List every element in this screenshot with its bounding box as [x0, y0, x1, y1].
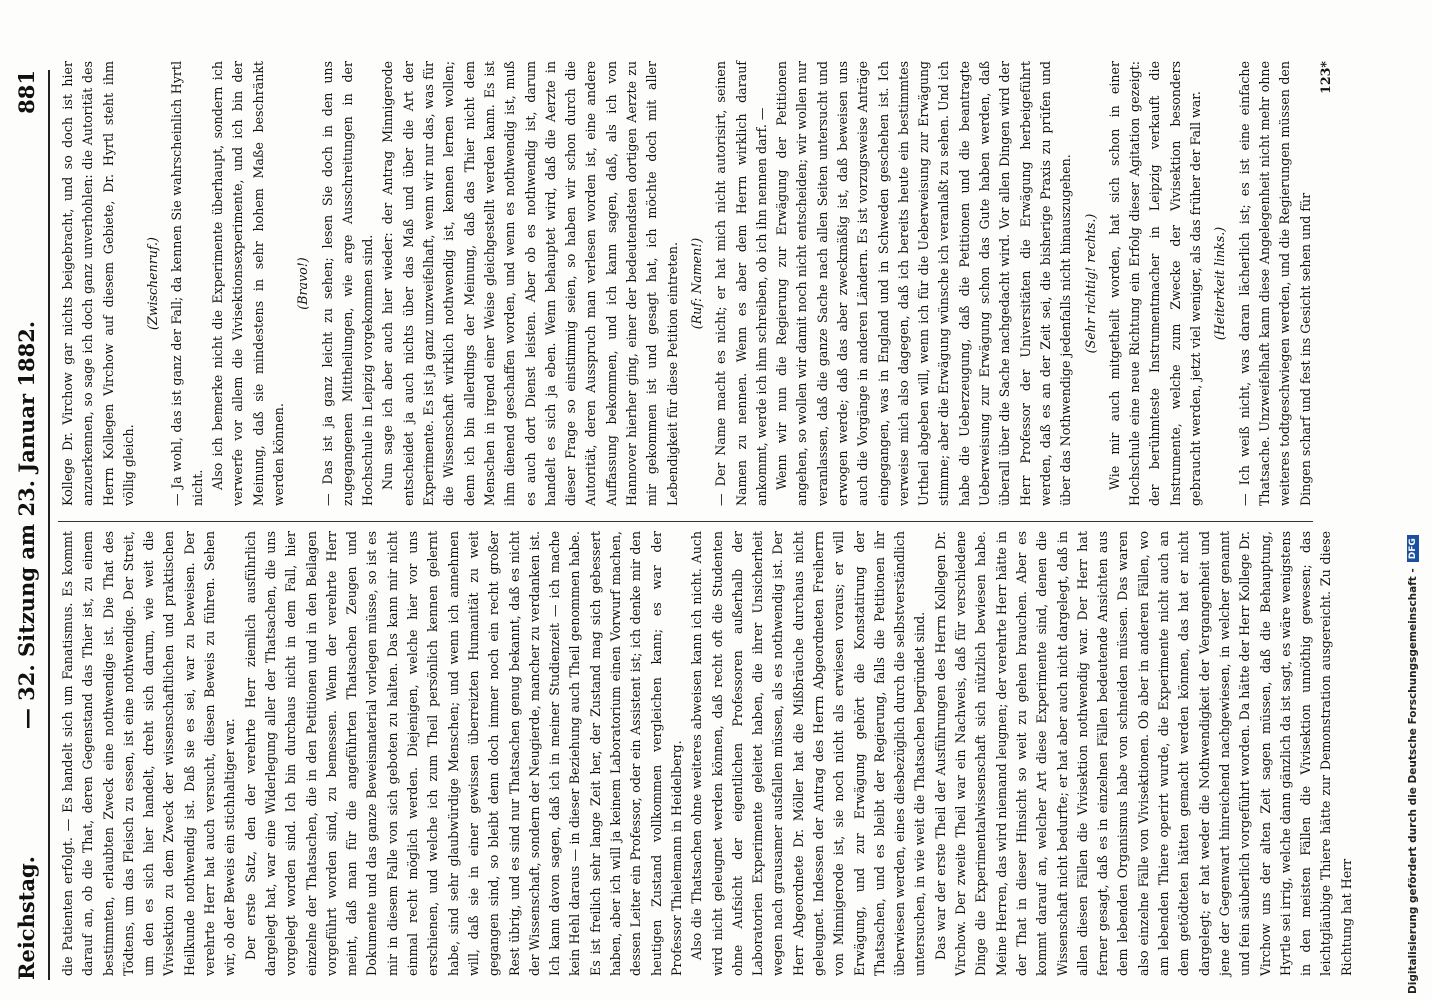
credit-text: Digitalisierung gefördert durch die Deutsche Forschungsgemeinschaft -	[1407, 568, 1419, 994]
scanned-page	[0, 40, 1390, 1000]
right-paragraph: — Das ist ja ganz leicht zu sehen; lesen Sie doch in den uns zugegangenen Mittheilungen, wie arge Ausschreitungen in der Hochschule in Leipzig vorgekommen sind.	[319, 61, 376, 506]
page-header	[14, 70, 44, 980]
left-paragraph: Also die Thatsachen ohne weiteres abweisen kann ich nicht. Auch wird nicht geleugnet werden können, daß recht oft die Studenten ohne Aufsicht der eigentlichen Professoren außerhalb der Laboratorien Experimente geleitet haben, die ihrer Unsicherheit wegen nach grausamer ausfallen müssen, als es nothwendig ist. Der Herr Abgeordnete Dr. Möller hat die Mißbräuche durchaus nicht geleugnet. Indessen der Antrag des Herrn Abgeordneten Freiherrn von Minnigerode ist, sie noch nicht als erwiesen voraus; er will Erwägung, und zur Erwägung gehört die Konstatirung der Thatsachen, und es bleibt der Regierung, falls die Petitionen ihr überwiesen werden, eines diesbezüglich durch die selbstverständlich untersuchen, in wie weit die Thatsachen begründet sind.	[689, 531, 928, 976]
header-page-number: 881	[14, 70, 39, 114]
interjection: (Zwischenruf.)	[145, 237, 161, 330]
interjection: (Bravo!)	[295, 257, 311, 310]
dfg-logo: DFG	[1407, 535, 1419, 562]
digitization-sidebar	[1406, 0, 1430, 1000]
header-session: — 32. Sitzung am 23. Januar 1882.	[14, 320, 39, 730]
right-paragraph: Wenn wir nun die Regierung zur Erwägung der Petitionen angehen, so wollen wir damit noch nicht entscheiden; wir wollen nur veranlassen, daß die ganze Sache nach allen Seiten untersucht und erwogen werde; daß das aber zweckmäßig ist, daß beweisen uns auch die Vorgänge in anderen Ländern. Es ist vorzugsweise Anträge eingegangen, was in England und in Schweden geschehen ist. Ich verweise mich also dagegen, daß ich bereits heute ein bestimmtes Urtheil abgeben will, wenn ich für die Ueberweisung zur Erwägung stimme; aber die Erwägung wünsche ich veranlaßt zu sehen. Und ich habe die Ueberzeugung, daß die Petitionen und die beantragte Ueberweisung zur Erwägung schon das Gute haben werden, daß überall über die Sache nachgedacht wird. Vor allen Dingen wird der Herr Professor der Universitäten die Erwägung herbeigeführt werden, daß es an der Zeit sei, die bisherige Praxis zu prüfen und über das Nothwendige jedenfalls nicht hinauszugehen.	[774, 61, 1074, 506]
page-mark: 123*	[1317, 61, 1333, 94]
column-divider	[58, 521, 1313, 522]
right-paragraph: Also ich bemerke nicht die Experimente überhaupt, sondern ich verwerfe vor allem die Vivisektionsexperimente, und ich bin der Meinung, daß sie mindestens in sehr hohem Maße beschränkt werden können.	[210, 61, 286, 506]
right-paragraph: Wie mir auch mitgetheilt worden, hat sich schon in einer Hochschule eine neue Richtung ein Erfolg dieser Agitation gezeigt: der berühmteste Instrumentmacher in Leipzig verkauft die Instrumente, welche zum Zwecke der Vivisektion besonders gebraucht werden, jetzt viel weniger, als das früher der Fall war.	[1106, 61, 1204, 506]
right-paragraph: — Ich weiß nicht, was daran lächerlich ist; es ist eine einfache Thatsache. Unzweifelhaft kann diese Angelegenheit nicht mehr ohne weiteres todtgeschwiegen werden, und die Regierungen müssen den Dingen scharf und fest ins Gesicht sehen und für	[1236, 61, 1313, 506]
left-paragraph: Der erste Satz, den der verehrte Herr ziemlich ausführlich dargelegt hat, war eine Widerlegung aller der Thatsachen, die uns vorgelegt worden sind. Ich bin durchaus nicht in dem Fall, hier einzelne der Thatsachen, die in den Petitionen und in den Beilagen vorgeführt worden sind, zu bemessen. Wenn der verehrte Herr meint, daß man für die angeführten Thatsachen Zeugen und Dokumente und das ganze Beweismaterial vorlegen müsse, so ist es mir in diesem Falle von sich geboten zu halten. Das kann mir nicht einmal recht möglich werden. Diejenigen, welche hier vor uns erschienen, und welche ich zum Theil persönlich kennen gelernt habe, sind sehr glaubwürdige Menschen; und wenn ich annehmen will, daß sie in einer gewissen überreizten Humanität zu weit gegangen sind, so bleibt denn doch immer noch ein recht großer Rest übrig, und es sind nur Thatsachen genug bekannt, daß es nicht der Wissenschaft, sondern der Neugierde, mancher zu verdanken ist. Ich kann davon sagen, daß ich in meiner Studienzeit — ich mache kein Hehl daraus — in dieser Beziehung auch Theil genommen habe. Es ist freilich sehr lange Zeit her, der Zustand mag sich gebessert haben, aber ich will ja keinem Laboratorium einen Vorwurf machen, dessen Leiter ein Professor, oder ein Assistent ist; ich denke mir den heutigen Zustand vollkommen vergleichen kann; es war der Professor Thielemann in Heidelberg.	[242, 531, 684, 976]
right-paragraph: — Der Name macht es nicht; er hat mich nicht autorisirt, seinen Namen zu nennen. Wenn es aber dem Herrn wirklich darauf ankommt, werde ich ihm schreiben, ob ich ihn nennen darf. —	[713, 61, 769, 506]
interjection: (Sehr richtig! rechts.)	[1082, 213, 1098, 354]
right-paragraph: — Ja wohl, das ist ganz der Fall; da kennen Sie wahrscheinlich Hyrtl nicht.	[169, 61, 205, 506]
digitization-credit	[1407, 535, 1419, 994]
left-column	[58, 531, 1357, 976]
right-paragraph: Kollege Dr. Virchow gar nichts beigebracht, und so doch ist hier anzuerkennen, so sage ich doch ganz unverhohlen: die Autorität des Herrn Kollegen Virchow auf diesem Gebiete, Dr. Hyrtl steht ihm völlig gleich.	[60, 61, 136, 506]
left-paragraph: die Patienten erfolgt. — Es handelt sich um Fanatismus. Es kommt darauf an, ob die That, deren Gegenstand das Thier ist, zu einem bestimmten, erlaubten Zweck eine nothwendige ist. Die That des Tödtens, um das Fleisch zu essen, ist eine nothwendige. Der Streit, um den es sich hier handelt, dreht sich darum, wie weit die Vivisektion zu dem Zweck der wissenschaftlichen und praktischen Heilkunde nothwendig ist. Daß sie es sei, war zu beweisen. Der verehrte Herr hat auch versucht, diesen Beweis zu führen. Sehen wir, ob der Beweis ein stichhaltiger war.	[60, 531, 238, 976]
left-paragraph: Das war der erste Theil der Ausführungen des Herrn Kollegen Dr. Virchow. Der zweite Theil war ein Nachweis, daß für verschiedene Dinge die Experimentalwissenschaft sich nützlich bewiesen habe. Meine Herren, das wird niemand leugnen; der verehrte Herr hätte in der That in dieser Hinsicht so weit zu gehen brauchen. Aber es kommt darauf an, welcher Art diese Experimente sind, denen die Wissenschaft nicht bedurfte; er hat aber auch nicht dargelegt, daß in allen diesen Fällen die Vivisektion nothwendig war. Der Herr hat ferner gesagt, daß es in einzelnen Fällen bedeutende Ansichten aus dem lebenden Organismus habe von schneiden müssen. Das waren also einzelne Fälle von Vivisektionen. Ob aber in anderen Fällen, wo am lebenden Thiere operirt wurde, die Experimente nicht auch an dem getödteten hätten gemacht werden können, das hat er nicht dargelegt; er hat weder die Nothwendigkeit der Vergangenheit und jene der Gegenwart hinreichend nachgewiesen, in welcher genannt und fein säuberlich vorgeführt worden. Da hätte der Herr Kollege Dr. Virchow uns der alten Zeit sagen müssen, daß die Behauptung, Hyrtle sei irrig, welche dann gänzlich da ist sagt, es wäre wenigstens in den meisten Fällen die Vivisektion unnöthig gewesen; das leichtgläubige Thiere hätte zur Demonstration ausgereicht. Zu diese Richtung hat Herr	[932, 531, 1354, 976]
header-rule	[48, 70, 50, 980]
interjection: (Heiterkeit links.)	[1212, 226, 1228, 341]
header-publication: Reichstag.	[14, 856, 39, 980]
right-column	[58, 61, 1336, 506]
interjection: (Ruf: Namen!)	[688, 237, 704, 330]
right-paragraph: Nun sage ich aber auch hier wieder: der Antrag Minnigerode entscheidet ja auch nichts über das Maß und über die Art der Experimente. Es ist ja ganz unzweifelhaft, wenn wir nur das, was für die Wissenschaft wirklich nothwendig ist, kennen lernen wollen; denn ich bin allerdings der Meinung, daß das Thier nicht dem Menschen in irgend einer Weise gleichgestellt werden kann. Es ist ihm dienend geschaffen worden, und wenn es nothwendig ist, muß es auch dort Dienst leisten. Aber ob es nothwendig ist, darum handelt es sich ja eben. Wenn behauptet wird, daß die Aerzte in dieser Frage so einstimmig seien, so haben wir schon durch die Autorität, deren Ausspruch man verlesen worden ist, eine andere Auffassung bekommen, und ich kann sagen, daß, als ich von Hannover hierher ging, einer der bedeutendsten dortigen Aerzte zu mir gekommen ist und gesagt hat, ich möchte doch mit aller Lebendigkeit für diese Petition eintreten.	[380, 61, 680, 506]
